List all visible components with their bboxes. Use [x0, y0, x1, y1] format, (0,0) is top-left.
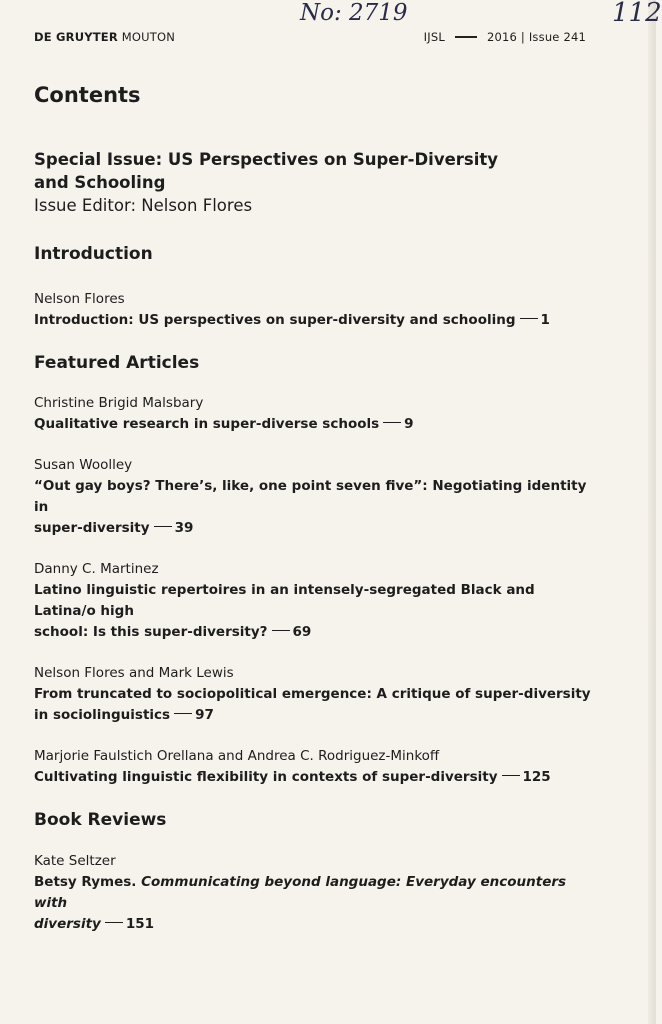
- publisher-rest: MOUTON: [121, 30, 176, 44]
- book-title-line2: diversity: [34, 916, 101, 932]
- toc-entry[interactable]: [34, 746, 594, 788]
- journal-year: 2016: [486, 30, 518, 44]
- entry-title-line1: [34, 872, 594, 914]
- toc-entry[interactable]: [34, 393, 594, 435]
- toc-entry[interactable]: [34, 663, 594, 726]
- entry-author: Susan Woolley: [34, 457, 133, 473]
- journal-meta: [424, 30, 586, 44]
- introduction-list: [34, 289, 594, 331]
- entry-title-line1: Latino linguistic repertoires in an intensely-segregated Black and Latina/o high: [34, 582, 535, 619]
- special-issue-title-line1: Special Issue: US Perspectives on Super-Diversity: [34, 150, 499, 169]
- entry-author: Nelson Flores and Mark Lewis: [34, 665, 234, 681]
- header-separator: |: [520, 30, 525, 44]
- entry-title-text: Introduction: US perspectives on super-diversity and schooling: [34, 312, 516, 328]
- page-edge: [648, 0, 656, 1024]
- featured-list: [34, 393, 594, 788]
- contents-page: [34, 80, 594, 955]
- entry-page: 9: [404, 416, 414, 432]
- handwritten-page-mark: 112: [612, 0, 662, 28]
- entry-page: 151: [125, 916, 155, 932]
- special-issue-block: [34, 148, 594, 217]
- entry-title-text: Cultivating linguistic flexibility in contexts of super-diversity: [34, 769, 498, 785]
- section-heading-reviews: Book Reviews: [34, 810, 167, 830]
- entry-title-line1: From truncated to sociopolitical emergence: A critique of super-diversity: [34, 686, 591, 702]
- entry-title-line1: “Out gay boys? There’s, like, one point seven five”: Negotiating identity in: [34, 478, 587, 515]
- page-dash: [272, 630, 290, 632]
- page-dash: [174, 713, 192, 715]
- page-title: Contents: [34, 83, 141, 107]
- toc-entry[interactable]: [34, 851, 594, 935]
- journal-issue: Issue 241: [528, 30, 586, 44]
- section-heading-featured: Featured Articles: [34, 353, 200, 373]
- entry-page: 97: [195, 707, 214, 723]
- entry-title: [34, 518, 594, 539]
- running-header: [34, 30, 586, 48]
- special-issue-title-line2: and Schooling: [34, 173, 166, 192]
- entry-author: Nelson Flores: [34, 291, 125, 307]
- publisher-bold: DE GRUYTER: [34, 30, 118, 44]
- issue-editor: Issue Editor: Nelson Flores: [34, 196, 253, 215]
- page-dash: [383, 422, 401, 424]
- entry-author: Marjorie Faulstich Orellana and Andrea C. Rodriguez-Minkoff: [34, 748, 440, 764]
- entry-author: Danny C. Martinez: [34, 561, 159, 577]
- toc-entry[interactable]: [34, 455, 594, 539]
- entry-title: [34, 414, 594, 435]
- entry-title-line2: school: Is this super-diversity?: [34, 624, 268, 640]
- entry-title-text: Qualitative research in super-diverse schools: [34, 416, 380, 432]
- page-dash: [105, 922, 123, 924]
- reviews-list: [34, 851, 594, 935]
- entry-author: Christine Brigid Malsbary: [34, 395, 204, 411]
- handwritten-catalog-number: No: 2719: [300, 0, 408, 26]
- entry-page: 1: [540, 312, 550, 328]
- entry-page: 69: [292, 624, 312, 640]
- entry-title: [34, 310, 594, 331]
- entry-title: [34, 622, 594, 643]
- toc-entry[interactable]: [34, 559, 594, 643]
- page-dash: [154, 526, 172, 528]
- header-dash: [455, 36, 477, 38]
- book-title-line1: Communicating beyond language: Everyday encounters with: [34, 874, 567, 911]
- section-heading-introduction: Introduction: [34, 244, 153, 264]
- book-author: Betsy Rymes.: [34, 874, 137, 890]
- journal-abbrev: IJSL: [423, 30, 445, 44]
- entry-title-line2: in sociolinguistics: [34, 707, 171, 723]
- toc-entry[interactable]: [34, 289, 594, 331]
- page-dash: [520, 318, 538, 320]
- entry-title-line2: super-diversity: [34, 520, 150, 536]
- entry-title: [34, 914, 594, 935]
- page-dash: [502, 775, 520, 777]
- entry-author: Kate Seltzer: [34, 853, 116, 869]
- entry-page: 125: [522, 769, 551, 785]
- entry-page: 39: [174, 520, 194, 536]
- entry-title: [34, 767, 594, 788]
- entry-title: [34, 705, 594, 726]
- publisher-name: [34, 30, 175, 44]
